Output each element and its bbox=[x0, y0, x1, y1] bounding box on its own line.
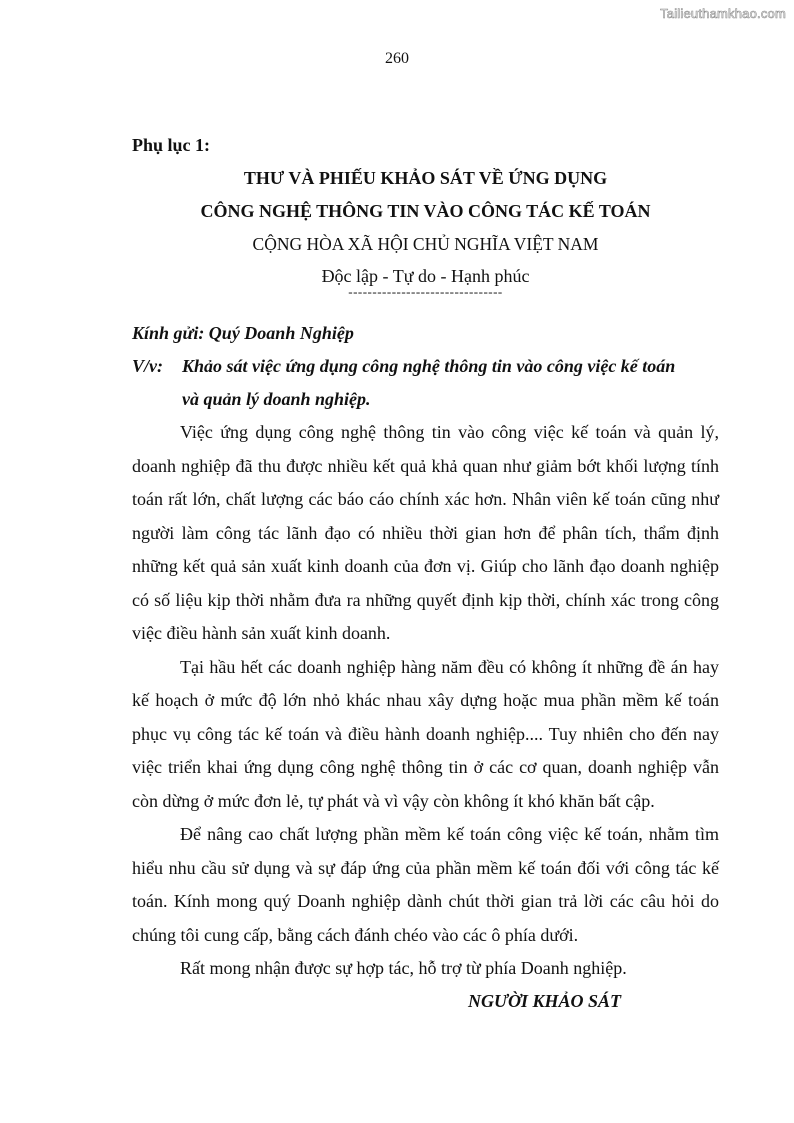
document-body bbox=[132, 131, 719, 1016]
national-title: CỘNG HÒA XÃ HỘI CHỦ NGHĨA VIỆT NAM bbox=[252, 234, 599, 254]
signature-title: NGƯỜI KHẢO SÁT bbox=[468, 990, 621, 1011]
body-paragraph-4: Rất mong nhận được sự hợp tác, hỗ trợ từ phía Doanh nghiệp. bbox=[180, 958, 627, 978]
separator-line: -------------------------------- bbox=[348, 284, 503, 299]
body-paragraph-2: Tại hầu hết các doanh nghiệp hàng năm đều có không ít những đề án hay kế hoạch ở mức độ lớn nhỏ khác nhau xây dựng hoặc mua phần mềm kế toán phục vụ công tác kế toán và điều hành doanh nghiệp.... Tuy nhiên cho đến nay việc triển khai ứng dụng công nghệ thông tin ở các cơ quan, doanh nghiệp vẫn còn dừng ở mức đơn lẻ, tự phát và vì vậy còn không ít khó khăn bất cập. bbox=[132, 656, 719, 811]
body-paragraph-3: Để nâng cao chất lượng phần mềm kế toán công việc kế toán, nhằm tìm hiểu nhu cầu sử dụng và sự đáp ứng của phần mềm kế toán đối với công tác kế toán. Kính mong quý Doanh nghiệp dành chút thời gian trả lời các câu hỏi do chúng tôi cung cấp, bằng cách đánh chéo vào các ô phía dưới. bbox=[132, 824, 719, 945]
subject-line-1: Khảo sát việc ứng dụng công nghệ thông tin vào công việc kế toán bbox=[182, 356, 676, 376]
salutation: Kính gửi: Quý Doanh Nghiệp bbox=[132, 323, 354, 343]
subject-label: V/v: bbox=[132, 356, 163, 376]
subject-line-2: và quản lý doanh nghiệp. bbox=[182, 389, 371, 409]
national-motto: Độc lập - Tự do - Hạnh phúc bbox=[321, 266, 530, 286]
appendix-label: Phụ lục 1: bbox=[132, 135, 211, 155]
document-title-line-1: THƯ VÀ PHIẾU KHẢO SÁT VỀ ỨNG DỤNG bbox=[243, 168, 608, 188]
body-paragraph-1: Việc ứng dụng công nghệ thông tin vào công việc kế toán và quản lý, doanh nghiệp đã thu được nhiều kết quả khả quan như giảm bớt khối lượng tính toán rất lớn, chất lượng các báo cáo chính xác hơn. Nhân viên kế toán cũng như người làm công tác lãnh đạo có nhiều thời gian hơn để phân tích, thẩm định những kết quả sản xuất kinh doanh của đơn vị. Giúp cho lãnh đạo doanh nghiệp có số liệu kịp thời nhằm đưa ra những quyết định kịp thời, chính xác trong công việc điều hành sản xuất kinh doanh. bbox=[132, 422, 719, 643]
document-title-line-2: CÔNG NGHỆ THÔNG TIN VÀO CÔNG TÁC KẾ TOÁN bbox=[200, 201, 651, 221]
subject-text bbox=[182, 350, 719, 416]
watermark-text: Tailieuthamkhao.com bbox=[660, 6, 786, 21]
page-number: 260 bbox=[385, 50, 409, 67]
subject-block bbox=[132, 350, 719, 416]
